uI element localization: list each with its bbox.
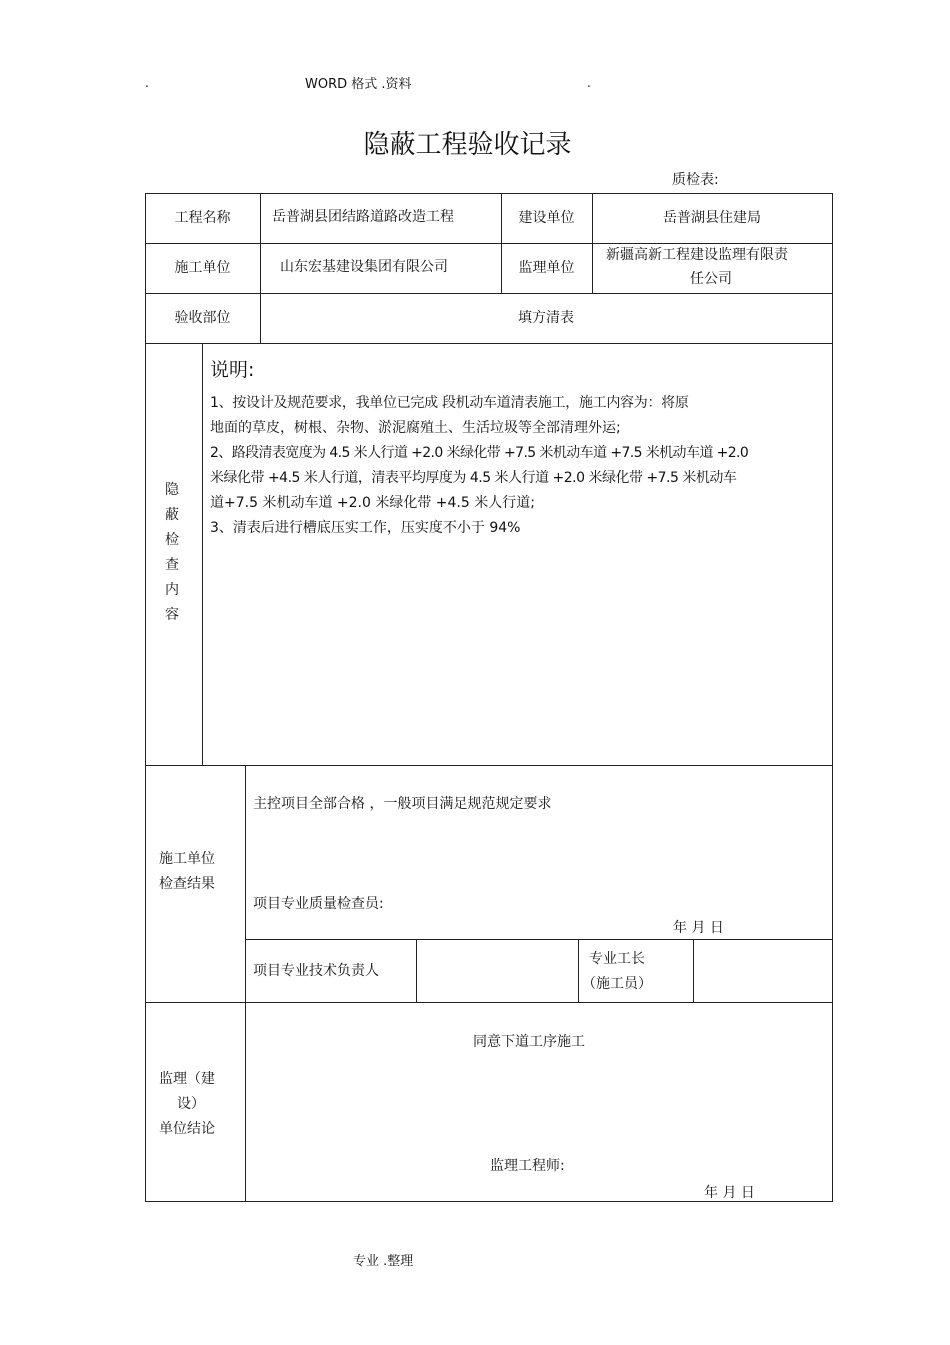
contractor-check-label-1: 施工单位 xyxy=(159,851,215,867)
tech-lead-label: 项目专业技术负责人 xyxy=(253,962,379,979)
contractor-value: 山东宏基建设集团有限公司 xyxy=(280,259,448,275)
supervision-label-1: 监理（建 xyxy=(159,1071,215,1087)
supervising-engineer-label: 监理工程师: xyxy=(490,1158,565,1174)
inspection-line: 米绿化带 +4.5 米人行道，清表平均厚度为 4.5 米人行道 +2.0 米绿化带 +7.5 米机动车 xyxy=(210,470,737,486)
inspection-line: 3、清表后进行槽底压实工作，压实度不小于 94% xyxy=(210,520,521,536)
supervisor-value-line1: 新疆高新工程建设监理有限责 xyxy=(606,247,788,263)
side-char: 容 xyxy=(165,607,179,623)
contractor-check-label-2: 检查结果 xyxy=(159,876,215,892)
inspection-side-label xyxy=(162,478,182,628)
inspection-heading: 说明: xyxy=(210,359,255,381)
inspection-line: 1、按设计及规范要求，我单位已完成 段机动车道清表施工，施工内容为：将原 xyxy=(210,395,689,411)
quality-inspector-label: 项目专业质量检查员: xyxy=(253,896,384,912)
table-border xyxy=(145,193,146,1202)
project-name-label: 工程名称 xyxy=(174,210,231,226)
table-border xyxy=(202,343,203,766)
header-text: WORD 格式 .资料 xyxy=(305,77,412,92)
table-border xyxy=(145,765,833,766)
supervisor-value-line2: 任公司 xyxy=(690,271,732,287)
contractor-label: 施工单位 xyxy=(174,260,231,276)
foreman-label-2: （施工员） xyxy=(582,976,652,992)
side-char: 隐 xyxy=(165,482,179,498)
table-border xyxy=(145,343,833,344)
table-border xyxy=(578,939,579,1003)
contractor-check-result: 主控项目全部合格 ，一般项目满足规范规定要求 xyxy=(253,796,552,812)
location-value: 填方清表 xyxy=(518,310,574,326)
supervision-label-2: 设） xyxy=(177,1096,205,1112)
inspection-line: 2、路段清表宽度为 4.5 米人行道 +2.0 米绿化带 +7.5 米机动车道 +7.5 米机动车道 +2.0 xyxy=(210,445,749,461)
table-border xyxy=(693,939,694,1003)
header-dot-right: . xyxy=(587,76,591,90)
table-border xyxy=(416,939,417,1003)
form-number-label: 质检表: xyxy=(672,172,719,188)
header-dot-left: . xyxy=(145,76,149,90)
side-char: 查 xyxy=(165,557,179,573)
supervision-label-3: 单位结论 xyxy=(159,1121,215,1137)
contractor-check-date: 年 月 日 xyxy=(673,920,724,936)
table-border xyxy=(832,193,833,1202)
builder-label: 建设单位 xyxy=(518,210,575,226)
project-name-value: 岳普湖县团结路道路改造工程 xyxy=(272,209,454,225)
table-border xyxy=(145,1002,833,1003)
inspection-line: 道+7.5 米机动车道 +2.0 米绿化带 +4.5 米人行道; xyxy=(210,495,535,511)
location-label: 验收部位 xyxy=(174,310,231,326)
side-char: 蔽 xyxy=(165,507,179,523)
footer-text: 专业 .整理 xyxy=(353,1254,414,1269)
supervision-date: 年 月 日 xyxy=(704,1185,755,1201)
side-char: 检 xyxy=(165,532,179,548)
inspection-line: 地面的草皮，树根、杂物、淤泥腐殖土、生活垃圾等全部清理外运; xyxy=(210,420,621,436)
side-char: 内 xyxy=(165,582,179,598)
supervision-conclusion: 同意下道工序施工 xyxy=(473,1034,585,1050)
builder-value: 岳普湖县住建局 xyxy=(663,210,761,226)
page-title: 隐蔽工程验收记录 xyxy=(363,130,572,160)
foreman-label-1: 专业工长 xyxy=(589,951,645,967)
supervisor-label: 监理单位 xyxy=(518,260,575,276)
